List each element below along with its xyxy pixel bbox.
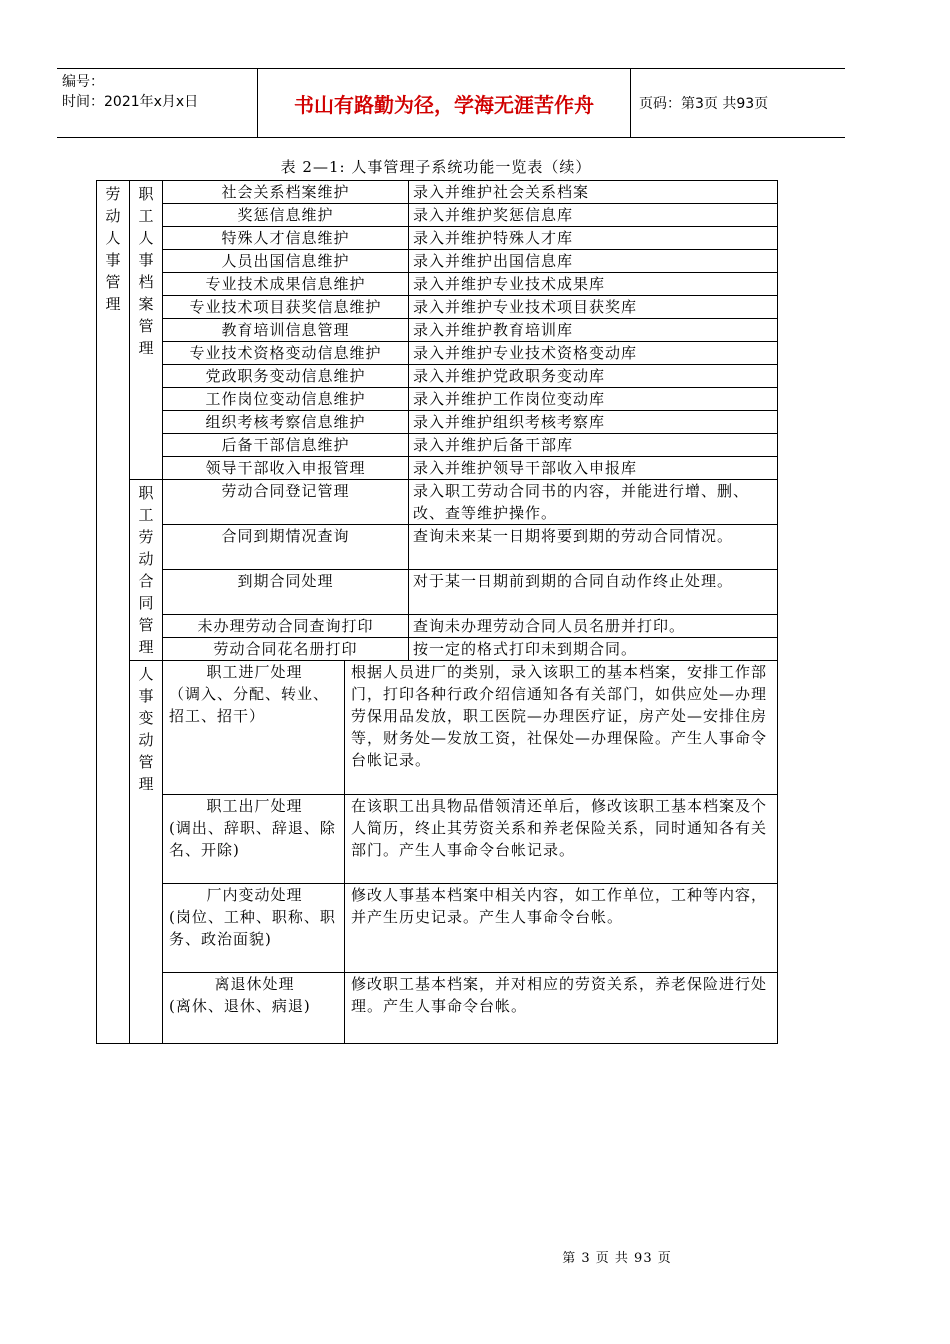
- table-row: [97, 570, 778, 615]
- description-cell: 录入并维护专业技术项目获奖库: [409, 296, 778, 319]
- table-row: [97, 411, 778, 434]
- group-name-cell: 职 工 劳 动 合 同 管 理: [130, 480, 163, 661]
- description-cell: 录入并维护组织考核考察库: [409, 411, 778, 434]
- function-cell: 劳动合同登记管理: [163, 480, 409, 525]
- table-row: [97, 296, 778, 319]
- function-cell: 党政职务变动信息维护: [163, 365, 409, 388]
- table-row: [97, 638, 778, 661]
- header-page-info: 页码：第3页 共93页: [639, 96, 769, 112]
- function-cell: 专业技术项目获奖信息维护: [163, 296, 409, 319]
- description-cell: 修改人事基本档案中相关内容，如工作单位，工种等内容，并产生历史记录。产生人事命令台帐。: [345, 884, 778, 973]
- description-cell: 录入并维护出国信息库: [409, 250, 778, 273]
- table-row: [97, 227, 778, 250]
- function-name: 厂内变动处理: [206, 886, 303, 904]
- description-cell: 根据人员进厂的类别，录入该职工的基本档案，安排工作部门，打印各种行政介绍信通知各有关部门，如供应处—办理劳保用品发放，职工医院—办理医疗证，房产处—安排住房等，财务处—发放工资，社保处—办理保险。产生人事命令台帐记录。: [345, 661, 778, 795]
- table-caption: 表 2—1: 人事管理子系统功能一览表（续）: [280, 158, 592, 176]
- table-row: [97, 181, 778, 204]
- function-cell: 工作岗位变动信息维护: [163, 388, 409, 411]
- function-cell: 领导干部收入申报管理: [163, 457, 409, 480]
- function-cell: [163, 973, 345, 1044]
- table-row: [97, 434, 778, 457]
- function-cell: 特殊人才信息维护: [163, 227, 409, 250]
- group-name-cell: 人 事 变 动 管 理: [130, 661, 163, 1044]
- table-row: [97, 661, 778, 795]
- function-cell: 教育培训信息管理: [163, 319, 409, 342]
- function-table: [96, 180, 778, 1044]
- description-cell: 录入并维护奖惩信息库: [409, 204, 778, 227]
- function-scope: （调入、分配、转业、招工、招干）: [169, 685, 330, 725]
- function-scope: (离休、退休、病退): [169, 997, 311, 1015]
- page-header: [57, 68, 845, 138]
- description-cell: 录入并维护社会关系档案: [409, 181, 778, 204]
- function-cell: 组织考核考察信息维护: [163, 411, 409, 434]
- table-row: [97, 795, 778, 884]
- description-cell: 录入并维护党政职务变动库: [409, 365, 778, 388]
- function-cell: 后备干部信息维护: [163, 434, 409, 457]
- function-name: 职工出厂处理: [206, 797, 303, 815]
- table-row: [97, 250, 778, 273]
- description-cell: 录入并维护教育培训库: [409, 319, 778, 342]
- header-meta: [57, 69, 262, 140]
- function-cell: 未办理劳动合同查询打印: [163, 615, 409, 638]
- description-cell: 录入并维护领导干部收入申报库: [409, 457, 778, 480]
- table-row: [97, 973, 778, 1044]
- function-cell: [163, 661, 345, 795]
- description-cell: 录入并维护工作岗位变动库: [409, 388, 778, 411]
- table-row: [97, 525, 778, 570]
- description-cell: 对于某一日期前到期的合同自动作终止处理。: [409, 570, 778, 615]
- category-cell: 劳 动 人 事 管 理: [97, 181, 130, 1044]
- function-cell: 到期合同处理: [163, 570, 409, 615]
- function-scope: (调出、辞职、辞退、除名、开除): [169, 819, 336, 859]
- description-cell: 录入并维护后备干部库: [409, 434, 778, 457]
- page-footer: 第 3 页 共 93 页: [562, 1251, 672, 1266]
- function-name: 职工进厂处理: [206, 663, 303, 681]
- function-cell: 合同到期情况查询: [163, 525, 409, 570]
- description-cell: 录入并维护专业技术资格变动库: [409, 342, 778, 365]
- header-motto: 书山有路勤为径，学海无涯苦作舟: [294, 92, 594, 117]
- description-cell: 录入职工劳动合同书的内容，并能进行增、删、改、查等维护操作。: [409, 480, 778, 525]
- function-name: 离退休处理: [214, 975, 295, 993]
- table-row: [97, 342, 778, 365]
- table-row: [97, 319, 778, 342]
- description-cell: 录入并维护特殊人才库: [409, 227, 778, 250]
- function-cell: 奖惩信息维护: [163, 204, 409, 227]
- function-cell: [163, 884, 345, 973]
- description-cell: 录入并维护专业技术成果库: [409, 273, 778, 296]
- table-row: [97, 457, 778, 480]
- table-row: [97, 204, 778, 227]
- function-cell: 人员出国信息维护: [163, 250, 409, 273]
- description-cell: 在该职工出具物品借领清还单后，修改该职工基本档案及个人简历，终止其劳资关系和养老保险关系，同时通知各有关部门。产生人事命令台帐记录。: [345, 795, 778, 884]
- table-row: [97, 884, 778, 973]
- function-cell: 劳动合同花名册打印: [163, 638, 409, 661]
- document-number-label: 编号：: [62, 74, 104, 90]
- function-cell: [163, 795, 345, 884]
- table-row: [97, 273, 778, 296]
- function-cell: 专业技术成果信息维护: [163, 273, 409, 296]
- description-cell: 查询未办理劳动合同人员名册并打印。: [409, 615, 778, 638]
- table-row: [97, 388, 778, 411]
- description-cell: 查询未来某一日期将要到期的劳动合同情况。: [409, 525, 778, 570]
- document-time-label: 时间：2021年x月x日: [62, 94, 199, 110]
- function-scope: (岗位、工种、职称、职务、政治面貌): [169, 908, 336, 948]
- function-cell: 专业技术资格变动信息维护: [163, 342, 409, 365]
- table-row: [97, 480, 778, 525]
- description-cell: 按一定的格式打印未到期合同。: [409, 638, 778, 661]
- table-row: [97, 365, 778, 388]
- function-cell: 社会关系档案维护: [163, 181, 409, 204]
- description-cell: 修改职工基本档案，并对相应的劳资关系，养老保险进行处理。产生人事命令台帐。: [345, 973, 778, 1044]
- table-row: [97, 615, 778, 638]
- group-name-cell: 职 工 人 事 档 案 管 理: [130, 181, 163, 480]
